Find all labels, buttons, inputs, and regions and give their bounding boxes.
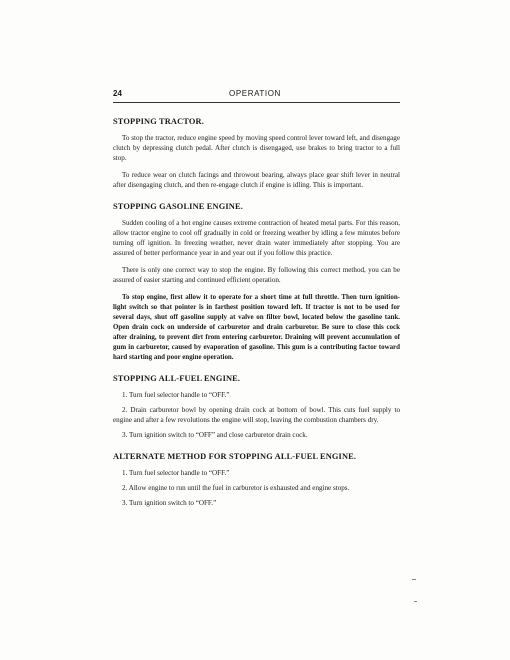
running-head: OPERATION (229, 89, 281, 98)
list-item: 3. Turn ignition switch to “OFF” and close carburetor drain cock. (122, 431, 308, 439)
paragraph-bold: To stop engine, first allow it to operate for a short time at full throttle. Then turn ignition-light switch so that pointer is in farthest position toward left. If tractor is not to be used for several days, shut off gasoline supply at valve on filter bowl, located below the gasoline tank. Open drain cock on underside of carburetor and drain carburetor. Be sure to close this cock after draining, to prevent dirt from entering carburetor. Draining will prevent accumulation of gum in carburetor, caused by evaporation of gasoline. This gum is a contributing factor toward hard starting and poor engine operation. (113, 293, 400, 361)
list-item: 3. Turn ignition switch to “OFF.” (122, 499, 217, 507)
section-heading-stopping-gasoline-engine: STOPPING GASOLINE ENGINE. (113, 202, 243, 211)
paragraph: To stop the tractor, reduce engine speed by moving speed control lever toward left, and disengage clutch by depressing clutch pedal. After clutch is disengaged, use brakes to bring tractor to a full stop. (113, 134, 400, 162)
list-item: 2. Drain carburetor bowl by opening drain cock at bottom of bowl. This cuts fuel supply to engine and after a few revolutions the engine will stop, leaving the combustion chambers dry. (113, 406, 400, 424)
page-number: 24 (113, 89, 122, 98)
section-heading-stopping-tractor: STOPPING TRACTOR. (113, 117, 204, 126)
paragraph: There is only one correct way to stop the engine. By following this correct method, you can be assured of easier starting and continued efficient operation. (113, 266, 400, 284)
section-heading-stopping-all-fuel-engine: STOPPING ALL-FUEL ENGINE. (113, 374, 241, 383)
section-heading-alternate-method: ALTERNATE METHOD FOR STOPPING ALL-FUEL ENGINE. (113, 452, 357, 461)
list-item: 2. Allow engine to run until the fuel in carburetor is exhausted and engine stops. (122, 484, 350, 492)
scan-mark (414, 601, 417, 602)
list-item: 1. Turn fuel selector handle to “OFF.” (122, 391, 230, 399)
list-item: 1. Turn fuel selector handle to “OFF.” (122, 469, 230, 477)
page-header (113, 88, 400, 103)
scan-mark (412, 579, 416, 580)
paragraph: Sudden cooling of a hot engine causes extreme contraction of heated metal parts. For this reason, allow tractor engine to cool off gradually in cold or freezing weather by idling a few minutes before turning off ignition. In freezing weather, never drain water immediately after stopping. You are assured of better performance year in and year out if you follow this practice. (113, 219, 400, 257)
page-content (113, 108, 400, 508)
paragraph: To reduce wear on clutch facings and throwout bearing, always place gear shift lever in neutral after disengaging clutch, and then re-engage clutch if engine is idling. This is important. (113, 171, 400, 189)
